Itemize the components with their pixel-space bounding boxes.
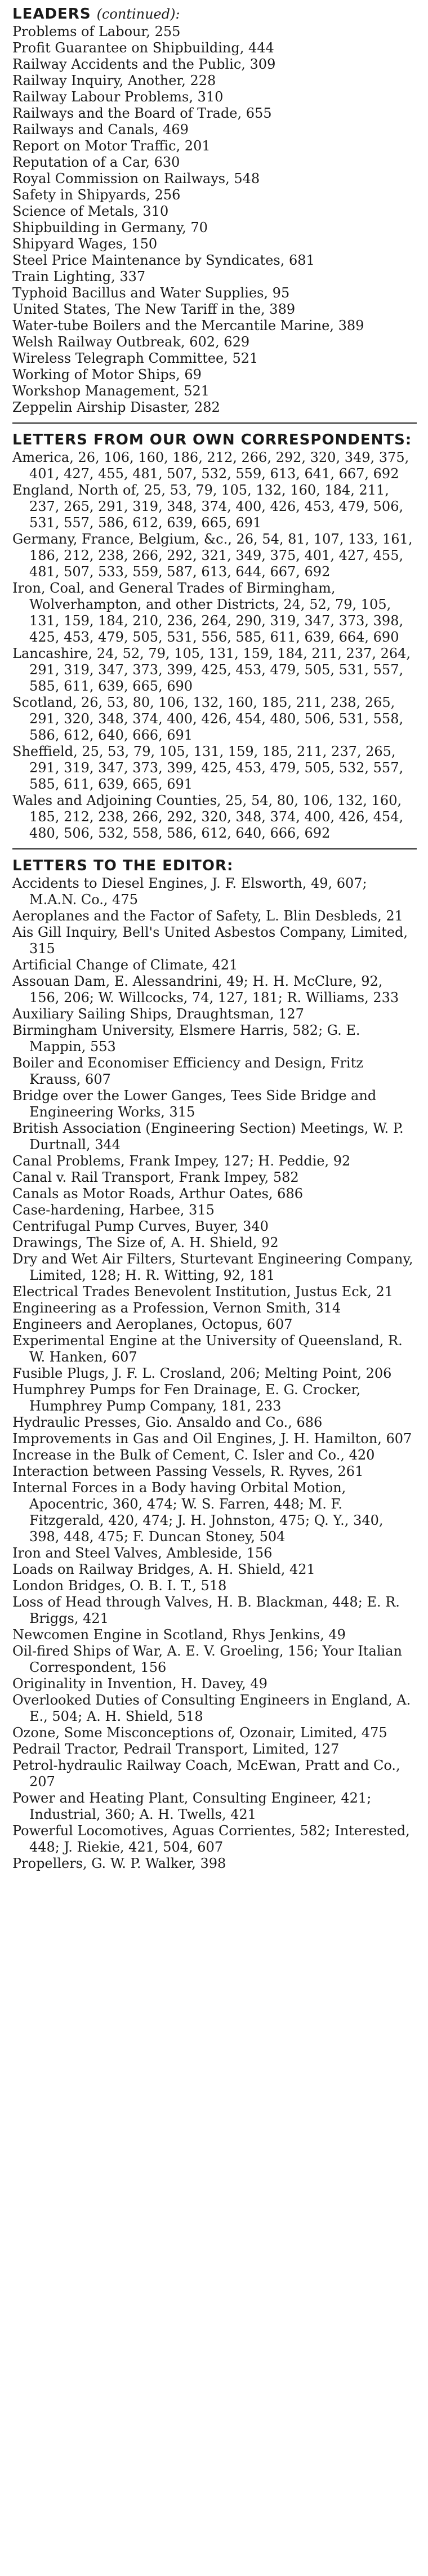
index-entry: Accidents to Diesel Engines, J. F. Elsworth, 49, 607; M.A.N. Co., 475: [12, 875, 367, 907]
index-entry: Railway Inquiry, Another, 228: [12, 73, 216, 88]
index-entry: United States, The New Tariff in the, 389: [12, 301, 296, 317]
index-entry: Internal Forces in a Body having Orbital Motion, Apocentric, 360, 474; W. S. Farren, 448; M. F. Fitzgerald, 420, 474; J. H. Johnston, 475; Q. Y., 340, 398, 448, 475; F. Duncan Stoney, 504: [12, 1480, 384, 1545]
index-entry: Railways and the Board of Trade, 655: [12, 105, 272, 121]
index-entry: Propellers, G. W. P. Walker, 398: [12, 1856, 226, 1871]
leaders-heading-title: LEADERS: [12, 6, 91, 23]
leaders-section: [12, 5, 417, 416]
index-entry: Profit Guarantee on Shipbuilding, 444: [12, 40, 274, 56]
index-entry: Problems of Labour, 255: [12, 24, 181, 39]
index-entry: Lancashire, 24, 52, 79, 105, 131, 159, 184, 211, 237, 264, 291, 319, 347, 373, 399, 425, 453, 479, 505, 531, 557, 585, 611, 639, 665, 690: [12, 646, 411, 694]
index-entry: Fusible Plugs, J. F. L. Crosland, 206; Melting Point, 206: [12, 1365, 392, 1381]
index-entry: Powerful Locomotives, Aguas Corrientes, 582; Interested, 448; J. Riekie, 421, 504, 607: [12, 1823, 410, 1855]
index-entry: Petrol-hydraulic Railway Coach, McEwan, Pratt and Co., 207: [12, 1758, 400, 1790]
index-entry: Ozone, Some Misconceptions of, Ozonair, Limited, 475: [12, 1725, 387, 1741]
index-entry: Interaction between Passing Vessels, R. Ryves, 261: [12, 1463, 364, 1479]
index-entry: Assouan Dam, E. Alessandrini, 49; H. H. McClure, 92, 156, 206; W. Willcocks, 74, 127, 181; R. Williams, 233: [12, 973, 399, 1006]
index-entry: Zeppelin Airship Disaster, 282: [12, 399, 220, 415]
index-entry: Railways and Canals, 469: [12, 122, 189, 137]
index-entry: England, North of, 25, 53, 79, 105, 132, 160, 184, 211, 237, 265, 291, 319, 348, 374, 400, 426, 453, 479, 506, 531, 557, 586, 612, 639, 665, 691: [12, 482, 404, 531]
index-entry: Ais Gill Inquiry, Bell's United Asbestos Company, Limited, 315: [12, 924, 408, 956]
index-entry: Boiler and Economiser Efficiency and Design, Fritz Krauss, 607: [12, 1055, 363, 1087]
index-entry: Increase in the Bulk of Cement, C. Isler and Co., 420: [12, 1447, 375, 1463]
index-entry: Germany, France, Belgium, &c., 26, 54, 81, 107, 133, 161, 186, 212, 238, 266, 292, 321, 349, 375, 401, 427, 455, 481, 507, 533, 559, 587, 613, 644, 667, 692: [12, 531, 413, 580]
editor-list: [12, 875, 417, 1872]
index-entry: Electrical Trades Benevolent Institution, Justus Eck, 21: [12, 1284, 394, 1300]
index-entry: Power and Heating Plant, Consulting Engineer, 421; Industrial, 360; A. H. Twells, 421: [12, 1790, 372, 1822]
editor-section: [12, 856, 417, 1872]
section-divider: [12, 422, 417, 424]
index-entry: Workshop Management, 521: [12, 383, 210, 399]
index-entry: Wireless Telegraph Committee, 521: [12, 350, 258, 366]
index-entry: Loss of Head through Valves, H. B. Blackman, 448; E. R. Briggs, 421: [12, 1594, 400, 1626]
index-entry: Improvements in Gas and Oil Engines, J. H. Hamilton, 607: [12, 1431, 412, 1447]
index-entry: Newcomen Engine in Scotland, Rhys Jenkins, 49: [12, 1627, 346, 1643]
index-entry: Birmingham University, Elsmere Harris, 582; G. E. Mappin, 553: [12, 1022, 360, 1055]
index-entry: Artificial Change of Climate, 421: [12, 957, 238, 973]
index-entry: Iron, Coal, and General Trades of Birmingham, Wolverhampton, and other Districts, 24, 52, 79, 105, 131, 159, 184, 210, 236, 264, 290, 319, 347, 373, 398, 425, 453, 479, 505, 531, 556, 585, 611, 639, 664, 690: [12, 580, 404, 645]
index-entry: Scotland, 26, 53, 80, 106, 132, 160, 185, 211, 238, 265, 291, 320, 348, 374, 400, 426, 454, 480, 506, 531, 558, 586, 612, 640, 666, 691: [12, 695, 404, 743]
index-entry: Railway Labour Problems, 310: [12, 89, 224, 105]
index-entry: Canal Problems, Frank Impey, 127; H. Peddie, 92: [12, 1153, 351, 1169]
correspondents-heading: LETTERS FROM OUR OWN CORRESPONDENTS:: [12, 431, 412, 448]
index-entry: Originality in Invention, H. Davey, 49: [12, 1676, 268, 1692]
leaders-heading: [12, 5, 417, 24]
index-entry: Loads on Railway Bridges, A. H. Shield, 421: [12, 1561, 315, 1577]
index-entry: Engineers and Aeroplanes, Octopus, 607: [12, 1316, 293, 1332]
correspondents-section: [12, 430, 417, 842]
index-entry: America, 26, 106, 160, 186, 212, 266, 292, 320, 349, 375, 401, 427, 455, 481, 507, 532, 559, 613, 641, 667, 692: [12, 450, 409, 482]
index-entry: Oil-fired Ships of War, A. E. V. Groeling, 156; Your Italian Correspondent, 156: [12, 1643, 402, 1675]
index-entry: Safety in Shipyards, 256: [12, 187, 181, 203]
index-entry: Working of Motor Ships, 69: [12, 367, 202, 382]
leaders-heading-suffix: (continued):: [96, 6, 180, 22]
index-entry: Steel Price Maintenance by Syndicates, 681: [12, 252, 315, 268]
leaders-list: [12, 24, 417, 416]
index-entry: Railway Accidents and the Public, 309: [12, 56, 276, 72]
index-entry: British Association (Engineering Section) Meetings, W. P. Durtnall, 344: [12, 1120, 404, 1153]
index-entry: Centrifugal Pump Curves, Buyer, 340: [12, 1218, 269, 1234]
index-entry: Case-hardening, Harbee, 315: [12, 1202, 215, 1218]
index-entry: Reputation of a Car, 630: [12, 154, 180, 170]
index-entry: Aeroplanes and the Factor of Safety, L. Blin Desbleds, 21: [12, 908, 403, 924]
index-entry: Iron and Steel Valves, Ambleside, 156: [12, 1545, 273, 1561]
editor-heading: LETTERS TO THE EDITOR:: [12, 857, 234, 874]
index-entry: Water-tube Boilers and the Mercantile Marine, 389: [12, 318, 364, 333]
index-entry: Canal v. Rail Transport, Frank Impey, 582: [12, 1169, 299, 1185]
index-entry: Humphrey Pumps for Fen Drainage, E. G. Crocker, Humphrey Pump Company, 181, 233: [12, 1382, 361, 1414]
index-entry: Overlooked Duties of Consulting Engineers in England, A. E., 504; A. H. Shield, 518: [12, 1692, 411, 1724]
index-entry: Canals as Motor Roads, Arthur Oates, 686: [12, 1186, 303, 1202]
index-entry: Bridge over the Lower Ganges, Tees Side Bridge and Engineering Works, 315: [12, 1088, 377, 1120]
index-entry: Science of Metals, 310: [12, 203, 169, 219]
index-entry: Royal Commission on Railways, 548: [12, 171, 260, 186]
index-entry: Train Lighting, 337: [12, 269, 146, 284]
index-entry: Wales and Adjoining Counties, 25, 54, 80, 106, 132, 160, 185, 212, 238, 266, 292, 320, 348, 374, 400, 426, 454, 480, 506, 532, 558, 586, 612, 640, 666, 692: [12, 793, 404, 841]
index-entry: Hydraulic Presses, Gio. Ansaldo and Co., 686: [12, 1414, 323, 1430]
index-entry: London Bridges, O. B. I. T., 518: [12, 1578, 227, 1594]
correspondents-list: [12, 450, 417, 842]
index-entry: Typhoid Bacillus and Water Supplies, 95: [12, 285, 290, 301]
index-entry: Shipyard Wages, 150: [12, 236, 158, 252]
index-entry: Engineering as a Profession, Vernon Smith, 314: [12, 1300, 341, 1316]
index-entry: Report on Motor Traffic, 201: [12, 138, 211, 154]
index-entry: Shipbuilding in Germany, 70: [12, 220, 208, 235]
index-entry: Auxiliary Sailing Ships, Draughtsman, 127: [12, 1006, 304, 1022]
index-entry: Pedrail Tractor, Pedrail Transport, Limited, 127: [12, 1741, 340, 1757]
index-entry: Experimental Engine at the University of Queensland, R. W. Hanken, 607: [12, 1333, 403, 1365]
index-entry: Welsh Railway Outbreak, 602, 629: [12, 334, 250, 350]
index-entry: Drawings, The Size of, A. H. Shield, 92: [12, 1235, 279, 1251]
section-divider: [12, 848, 417, 849]
index-entry: Dry and Wet Air Filters, Sturtevant Engineering Company, Limited, 128; H. R. Witting, 92, 181: [12, 1251, 413, 1283]
index-entry: Sheffield, 25, 53, 79, 105, 131, 159, 185, 211, 237, 265, 291, 319, 347, 373, 399, 425, 453, 479, 505, 532, 557, 585, 611, 639, 665, 691: [12, 744, 404, 792]
